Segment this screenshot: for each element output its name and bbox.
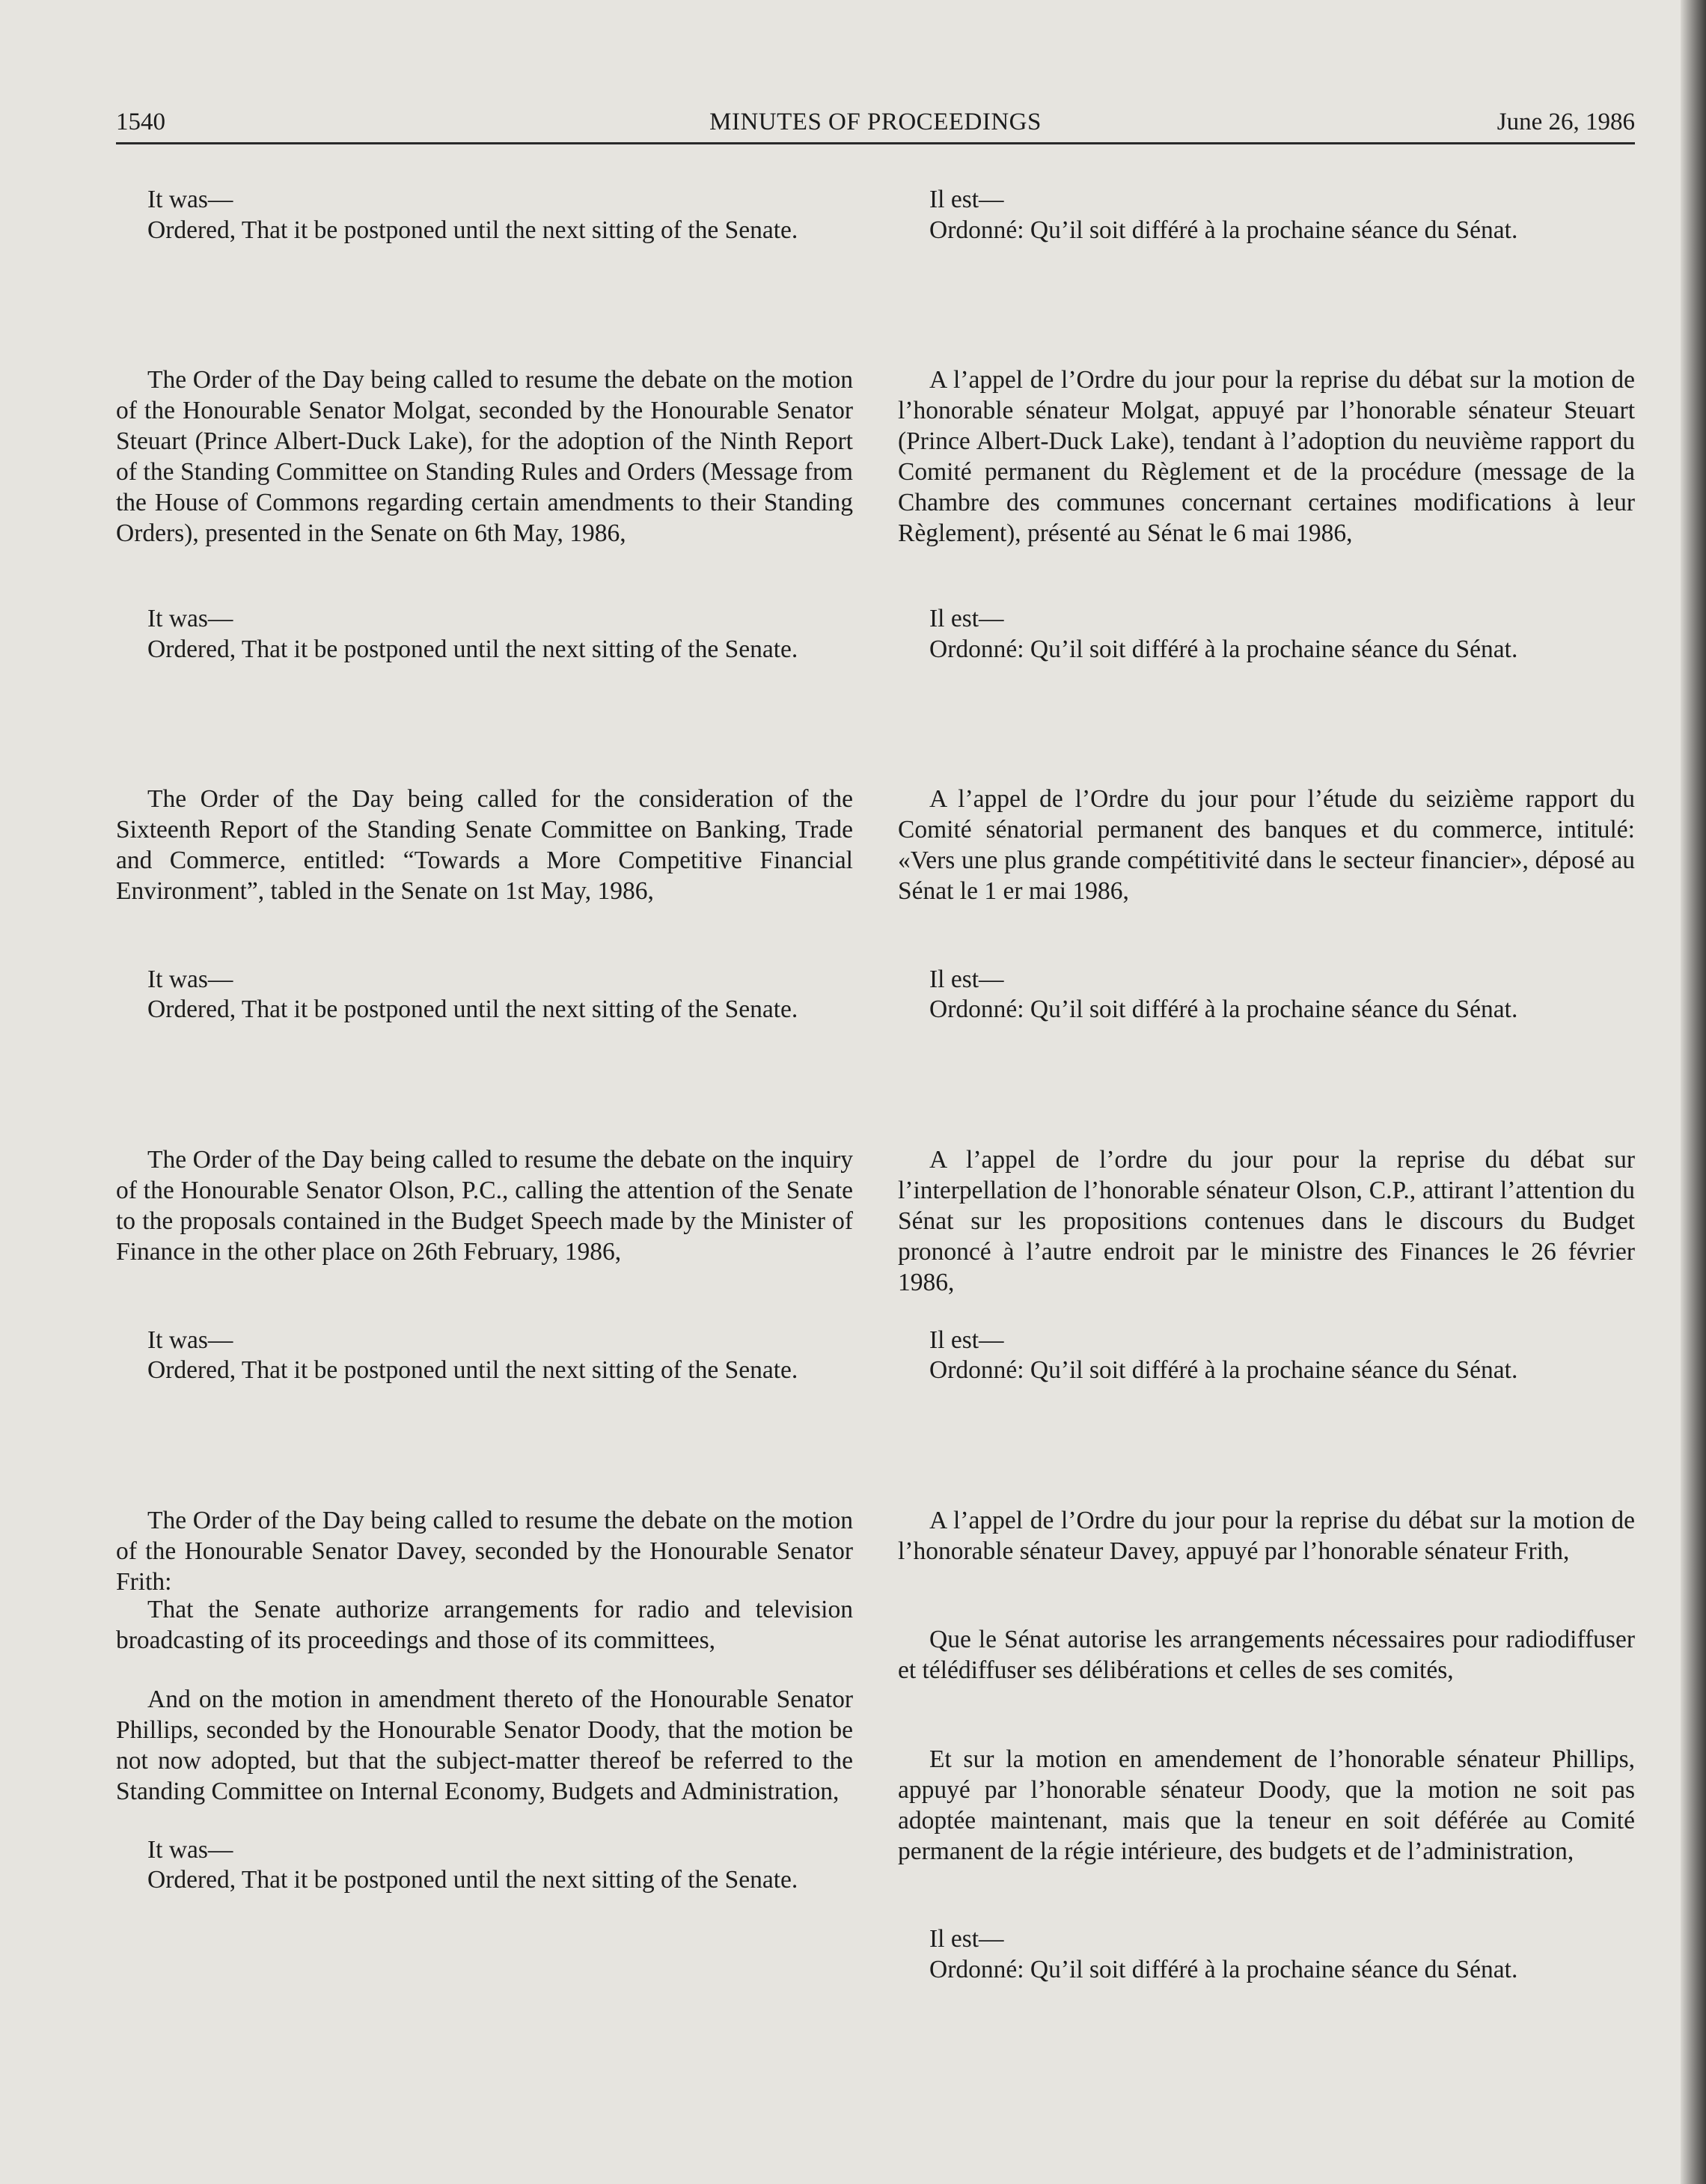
page-date: June 26, 1986 [1496, 109, 1635, 135]
paragraph: A l’appel de l’Ordre du jour pour l’étude du seizième rapport du Comité sénatorial permanent des banques et du commerce, intitulé: «Vers une plus grande compétitivité dans le secteur financier», déposé au Sénat le 1 er mai 1986, [898, 785, 1635, 905]
paragraph: A l’appel de l’Ordre du jour pour la reprise du débat sur la motion de l’honorable sénateur Molgat, appuyé par l’honorable sénateur Steuart (Prince Albert-Duck Lake), tendant à l’adoption du neuvième rapport du Comité permanent du Règlement et de la procédure (message de la Chambre des communes concernant certaines modifications à leur Règlement), présenté au Sénat le 6 mai 1986, [898, 366, 1635, 547]
paragraph: A l’appel de l’Ordre du jour pour la reprise du débat sur la motion de l’honorable sénateur Davey, appuyé par l’honorable sénateur Frith, [898, 1507, 1635, 1565]
paragraph: Ordonné: Qu’il soit différé à la prochaine séance du Sénat. [929, 635, 1518, 663]
paragraph: It was— [147, 1326, 233, 1354]
page-binding-edge [1681, 0, 1706, 2184]
paragraph: Il est— [929, 1925, 1004, 1953]
header-rule [116, 142, 1635, 144]
paragraph: The Order of the Day being called for the consideration of the Sixteenth Report of the Standing Senate Committee on Banking, Trade and Commerce, entitled: “Towards a More Competitive Financial Environment”, tabled in the Senate on 1st May, 1986, [116, 785, 853, 905]
paragraph: Ordered, That it be postponed until the next sitting of the Senate. [147, 995, 798, 1023]
paragraph: It was— [147, 1836, 233, 1864]
paragraph: Ordonné: Qu’il soit différé à la prochaine séance du Sénat. [929, 995, 1518, 1023]
paragraph: It was— [147, 605, 233, 632]
page-title: MINUTES OF PROCEEDINGS [709, 109, 1042, 135]
paragraph: The Order of the Day being called to resume the debate on the motion of the Honourable Senator Molgat, seconded by the Honourable Senator Steuart (Prince Albert-Duck Lake), for the adoption of the Ninth Report of the Standing Committee on Standing Rules and Orders (Message from the House of Commons regarding certain amendments to their Standing Orders), presented in the Senate on 6th May, 1986, [116, 366, 853, 547]
paragraph: It was— [147, 186, 233, 213]
page-header [116, 103, 1635, 141]
paragraph: The Order of the Day being called to resume the debate on the inquiry of the Honourable Senator Olson, P.C., calling the attention of the Senate to the proposals contained in the Budget Speech made by the Minister of Finance in the other place on 26th February, 1986, [116, 1146, 853, 1266]
paragraph: The Order of the Day being called to resume the debate on the motion of the Honourable Senator Davey, seconded by the Honourable Senator Frith: [116, 1507, 853, 1596]
paragraph: A l’appel de l’ordre du jour pour la reprise du débat sur l’interpellation de l’honorable sénateur Olson, C.P., attirant l’attention du Sénat sur les propositions contenues dans le discours du Budget prononcé à l’autre endroit par le ministre des Finances le 26 février 1986, [898, 1146, 1635, 1296]
paragraph: Il est— [929, 1326, 1004, 1354]
paragraph: Ordered, That it be postponed until the next sitting of the Senate. [147, 216, 798, 244]
paragraph: Il est— [929, 186, 1004, 213]
paragraph: Ordonné: Qu’il soit différé à la prochaine séance du Sénat. [929, 1956, 1518, 1983]
paragraph: It was— [147, 966, 233, 993]
paragraph: Ordered, That it be postponed until the next sitting of the Senate. [147, 635, 798, 663]
paragraph: Et sur la motion en amendement de l’honorable sénateur Phillips, appuyé par l’honorable sénateur Doody, que la motion ne soit pas adoptée maintenant, mais que la teneur en soit déférée au Comité permanent de la régie intérieure, des budgets et de l’administration, [898, 1745, 1635, 1865]
paragraph: Il est— [929, 966, 1004, 993]
paragraph: Ordered, That it be postponed until the next sitting of the Senate. [147, 1866, 798, 1894]
paragraph: Ordonné: Qu’il soit différé à la prochaine séance du Sénat. [929, 216, 1518, 244]
paragraph: Ordered, That it be postponed until the next sitting of the Senate. [147, 1356, 798, 1384]
paragraph: Il est— [929, 605, 1004, 632]
paragraph: Que le Sénat autorise les arrangements nécessaires pour radiodiffuser et télédiffuser ses délibérations et celles de ses comités, [898, 1626, 1635, 1684]
paragraph: That the Senate authorize arrangements for radio and television broadcasting of its proceedings and those of its committees, [116, 1596, 853, 1654]
page-number: 1540 [116, 109, 165, 135]
paragraph: And on the motion in amendment thereto of the Honourable Senator Phillips, seconded by the Honourable Senator Doody, that the motion be not now adopted, but that the subject-matter thereof be referred to the Standing Committee on Internal Economy, Budgets and Administration, [116, 1686, 853, 1805]
paragraph: Ordonné: Qu’il soit différé à la prochaine séance du Sénat. [929, 1356, 1518, 1384]
